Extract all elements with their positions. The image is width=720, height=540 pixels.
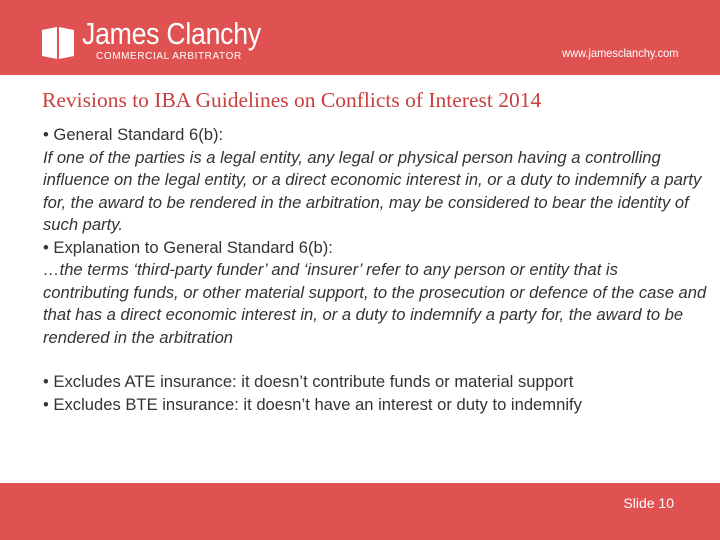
brand-url[interactable]: www.jamesclanchy.com — [561, 46, 678, 60]
bullet-bte-insurance: • Excludes BTE insurance: it doesn’t have an interest or duty to indemnify — [43, 394, 582, 414]
quote-general-standard: If one of the parties is a legal entity, any legal or physical person having a controlling influence on the legal entity, or a direct economic interest in, or a duty to indemnify a party for, the award to be rendered in the arbitration, may be considered to bear the identity of such party. — [43, 147, 702, 234]
slide-number: Slide 10 — [623, 495, 674, 511]
brand-name: James Clanchy — [82, 16, 261, 51]
footer-banner — [0, 483, 720, 540]
bullet-general-standard: • General Standard 6(b): — [43, 125, 224, 144]
quote-explanation: …the terms ‘third-party funder’ and ‘insurer’ refer to any person or entity that is contributing funds, or other material support, to the prosecution or defence of the case and that has a direct economic interest in, or a duty to indemnify a party for, the award to be rendered in the arbitration — [43, 260, 707, 347]
slide-title: Revisions to IBA Guidelines on Conflicts of Interest 2014 — [42, 88, 542, 112]
bullet-ate-insurance: • Excludes ATE insurance: it doesn’t contribute funds or material support — [43, 372, 574, 391]
header-banner — [0, 0, 720, 75]
book-icon — [40, 26, 76, 60]
slide-body — [43, 124, 708, 416]
bullet-explanation: • Explanation to General Standard 6(b): — [43, 237, 333, 257]
spacer — [43, 349, 708, 371]
brand-subtitle: COMMERCIAL ARBITRATOR — [96, 51, 242, 62]
